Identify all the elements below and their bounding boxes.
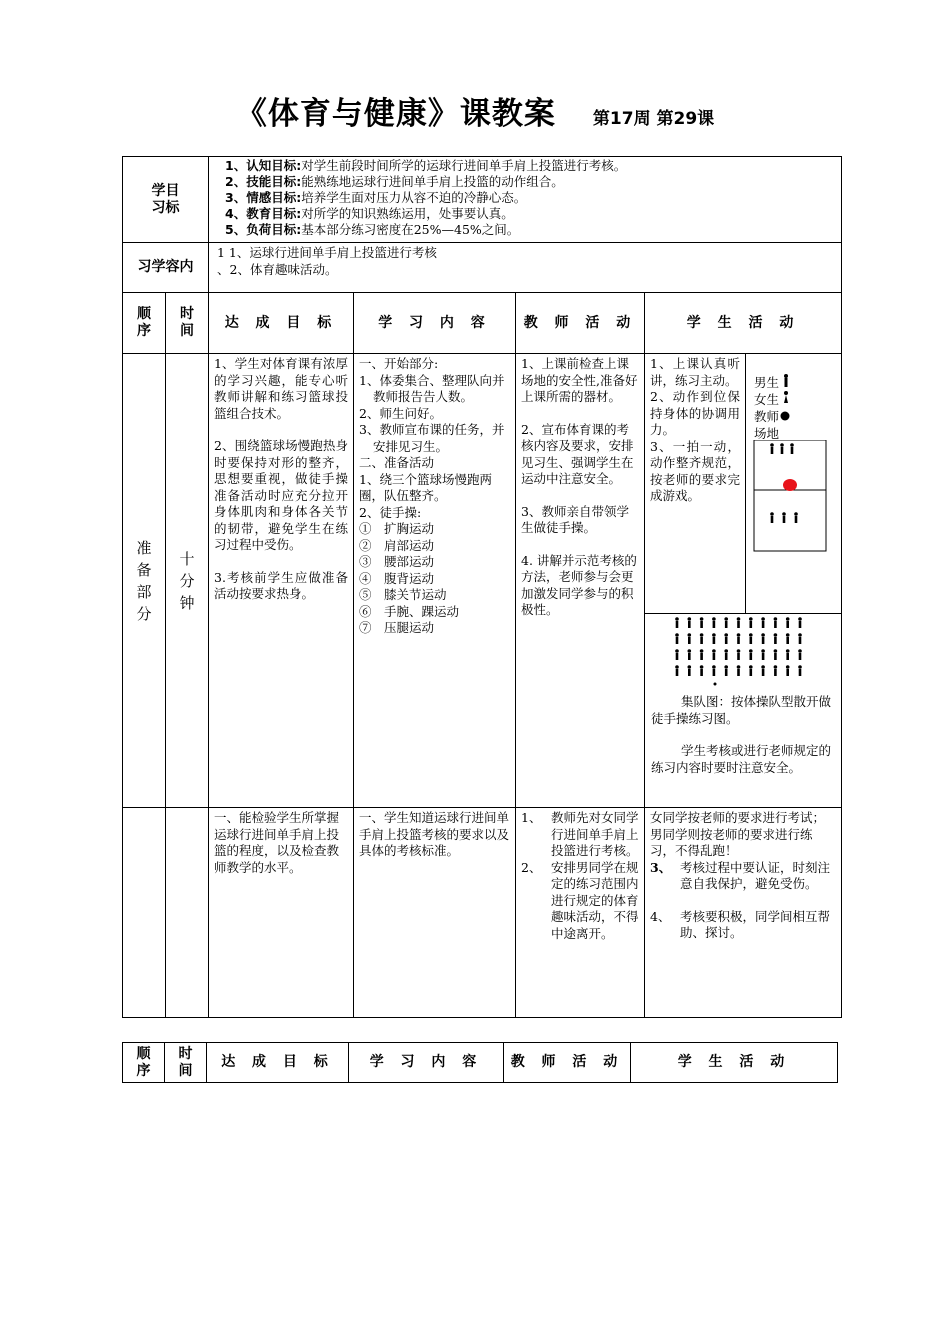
field-legend (754, 374, 790, 442)
formation-student-figure (798, 665, 802, 676)
basic-student-item: 4、 考核要积极，同学间相互帮助、探讨。 (650, 908, 831, 940)
formation-student-figure (700, 665, 704, 676)
field-student-figure (770, 512, 774, 523)
formation-student-figure (749, 617, 753, 628)
learn-line: ⑥ 手腕、踝运动 (359, 603, 460, 619)
field-bottom-row (770, 512, 798, 523)
formation-student-figure (749, 665, 753, 676)
basic-student-item: 女同学按老师的要求进行考试；男同学则按老师的要求进行练习，不得乱跑！ (650, 810, 826, 858)
formation-student-figure (786, 649, 790, 660)
col-time-2: 时间 (165, 1043, 207, 1083)
col-learn-2: 学 习 内 容 (349, 1043, 504, 1083)
content-cell (209, 243, 842, 293)
learn-line: 2、师生问好。 (359, 405, 442, 421)
learn-line: ② 肩部运动 (359, 537, 435, 553)
page-title-block (0, 88, 950, 133)
basic-student-item: 3、 考核过程中要认证，时刻注意自我保护，避免受伤。 (650, 859, 831, 891)
col-time: 时间 (166, 293, 209, 354)
formation-student-figure (798, 649, 802, 660)
objective-item: 2、技能目标:能熟练地运球行进间单手肩上投篮的动作组合。 (225, 174, 564, 189)
formation-student-figure (737, 617, 741, 628)
field-student-figure (790, 443, 794, 454)
student-activity: 2、动作到位保持身体的协调用力。 (650, 389, 740, 437)
lesson-plan-table (122, 156, 842, 1018)
legend-teacher: 教师 (754, 408, 790, 425)
boy-figure-icon (782, 374, 790, 387)
formation-student-figure (737, 649, 741, 660)
formation-student-figure (688, 665, 692, 676)
formation-student-figure (761, 649, 765, 660)
learn-line: 一、开始部分: (359, 356, 439, 371)
basic-order-cell (123, 808, 166, 1018)
teacher-activity: 4. 讲解并示范考核的方法，老师参与会更加激发同学参与的积极性。 (521, 552, 637, 617)
formation-student-figure (774, 665, 778, 676)
formation-student-figure (700, 633, 704, 644)
formation-student-figure (712, 665, 716, 676)
formation-student-figure (712, 649, 716, 660)
formation-student-figure (786, 617, 790, 628)
formation-student-figure (700, 649, 704, 660)
formation-student-figure (688, 649, 692, 660)
legend-boy: 男生 (754, 374, 790, 391)
basic-teacher-item: 1、 教师先对女同学行进间单手肩上投篮进行考核。 (521, 810, 639, 858)
learn-line: 1、绕三个篮球场慢跑两圈，队伍整齐。 (359, 471, 492, 503)
formation-student-figure (675, 617, 679, 628)
formation-student-figure (774, 617, 778, 628)
next-page-header-table (122, 1042, 838, 1083)
learn-line: 3、教师宣布课的任务，并安排见习生。 (359, 422, 505, 454)
formation-student-figure (737, 633, 741, 644)
teacher-activity: 2、宣布体育课的考核内容及要求，安排见习生、强调学生在运动中注意安全。 (521, 421, 634, 486)
formation-student-figure (786, 665, 790, 676)
page-title: 《体育与健康》课教案 (235, 96, 556, 132)
legend-girl: 女生 (754, 391, 790, 408)
teacher-activity: 3、教师亲自带领学生做徒手操。 (521, 503, 629, 535)
objective-item: 1、认知目标:对学生前段时间所学的运球行进间单手肩上投篮进行考核。 (225, 158, 627, 173)
learn-line: ① 扩胸运动 (359, 521, 435, 536)
prep-goal: 1、学生对体育课有浓厚的学习兴趣，能专心听教师讲解和练习篮球投篮组合技术。 (214, 356, 348, 421)
student-activity: 3、一拍一动，动作整齐规范，按老师的要求完成游戏。 (650, 438, 740, 503)
formation-student-figure (724, 649, 728, 660)
col-student: 学 生 活 动 (645, 293, 842, 354)
formation-student-figure (724, 665, 728, 676)
col-teacher: 教 师 活 动 (516, 293, 645, 354)
prep-student (645, 354, 746, 614)
learn-line: ④ 腹背运动 (359, 570, 435, 586)
legend-field: 场地 (754, 426, 780, 441)
objectives-label-text: 学目习标 (151, 182, 180, 216)
col-learn: 学 习 内 容 (354, 293, 516, 354)
objective-item: 5、负荷目标:基本部分练习密度在25%—45%之间。 (225, 222, 520, 237)
formation-student-figure (724, 617, 728, 628)
formation-student-figure (749, 633, 753, 644)
objective-item: 3、情感目标:培养学生面对压力从容不迫的冷静心态。 (225, 190, 527, 205)
formation-student-figure (688, 633, 692, 644)
teacher-dot-icon (780, 411, 790, 421)
objective-item: 4、教育目标:对所学的知识熟练运用，处事要认真。 (225, 206, 514, 221)
field-student-figure (794, 512, 798, 523)
formation-student-figure (700, 617, 704, 628)
girl-figure-icon (782, 391, 790, 404)
week-lesson-label: 第17周 第29课 (592, 109, 715, 129)
formation-teacher-dot (714, 683, 717, 686)
basic-teacher (516, 808, 645, 1018)
learn-line: ⑤ 膝关节运动 (359, 587, 447, 602)
formation-student-figure (774, 649, 778, 660)
learn-line: 二、准备活动 (359, 455, 435, 470)
prep-goals (209, 354, 354, 808)
learn-line: 1、体委集合、整理队向并教师报告告人数。 (359, 372, 505, 404)
formation-student-figure (675, 649, 679, 660)
field-student-figure (770, 443, 774, 454)
basic-learn: 一、学生知道运球行进间单手肩上投篮考核的要求以及具体的考核标准。 (354, 808, 516, 1018)
formation-student-figure (761, 665, 765, 676)
col-teacher-2: 教 师 活 动 (504, 1043, 631, 1083)
field-student-figure (780, 443, 784, 454)
formation-student-figure (675, 665, 679, 676)
formation-diagram (645, 614, 842, 694)
formation-student-figure (761, 633, 765, 644)
learn-line: 2、徒手操: (359, 504, 422, 520)
formation-student-figure (724, 633, 728, 644)
formation-student-figure (761, 617, 765, 628)
field-diagram-cell (746, 354, 842, 614)
prep-goal: 3.考核前学生应做准备活动按要求热身。 (214, 569, 348, 601)
formation-student-figure (737, 665, 741, 676)
col-order-2: 顺序 (123, 1043, 165, 1083)
col-goal-2: 达 成 目 标 (207, 1043, 349, 1083)
teacher-marker (783, 479, 797, 491)
formation-student-figure (749, 649, 753, 660)
formation-caption: 集队图：按体操队型散开做徒手操练习图。 (651, 694, 832, 726)
student-activity: 1、上课认真听讲，练习主动。 (650, 356, 740, 388)
basic-teacher-item: 2、 安排男同学在规定的练习范围内进行规定的体育趣味活动，不得中途离开。 (521, 859, 639, 941)
field-court-diagram (746, 440, 842, 565)
formation-student-figure (712, 617, 716, 628)
objectives-cell (209, 157, 842, 243)
col-goal: 达 成 目 标 (209, 293, 354, 354)
prep-teacher (516, 354, 645, 808)
safety-note: 学生考核或进行老师规定的练习内容时要时注意安全。 (651, 743, 832, 775)
formation-student-figure (712, 633, 716, 644)
prep-learn (354, 354, 516, 808)
formation-cell (645, 614, 842, 808)
field-student-figure (782, 512, 786, 523)
basic-student (645, 808, 842, 1018)
formation-student-figure (774, 633, 778, 644)
objectives-label (123, 157, 209, 243)
prep-goal: 2、围绕篮球场慢跑热身时要保持对形的整齐，思想要重视，做徒手操准备活动时应充分拉开身体肌肉和身体各关节的韧带，避免学生在练习过程中受伤。 (214, 438, 348, 552)
col-order: 顺序 (123, 293, 166, 354)
formation-student-figure (798, 617, 802, 628)
basic-time-cell (166, 808, 209, 1018)
learn-line: ⑦ 压腿运动 (359, 620, 435, 635)
formation-student-figure (688, 617, 692, 628)
formation-student-figure (798, 633, 802, 644)
basic-goal: 一、能检验学生所掌握运球行进间单手肩上投篮的程度，以及检查教师教学的水平。 (209, 808, 354, 1018)
prep-section-label: 准备部分 (123, 354, 166, 808)
formation-student-figure (675, 633, 679, 644)
content-label: 习学容内 (123, 243, 209, 293)
field-top-row (770, 443, 794, 454)
teacher-activity: 1、上课前检查上课场地的安全性,准备好上课所需的器材。 (521, 356, 638, 404)
formation-student-figure (786, 633, 790, 644)
content-line: 1 1、运球行进间单手肩上投篮进行考核 (217, 245, 437, 260)
prep-time: 十分钟 (166, 354, 209, 808)
col-student-2: 学 生 活 动 (631, 1043, 838, 1083)
learn-line: ③ 腰部运动 (359, 554, 435, 569)
content-line: 、2、体育趣味活动。 (217, 261, 338, 277)
